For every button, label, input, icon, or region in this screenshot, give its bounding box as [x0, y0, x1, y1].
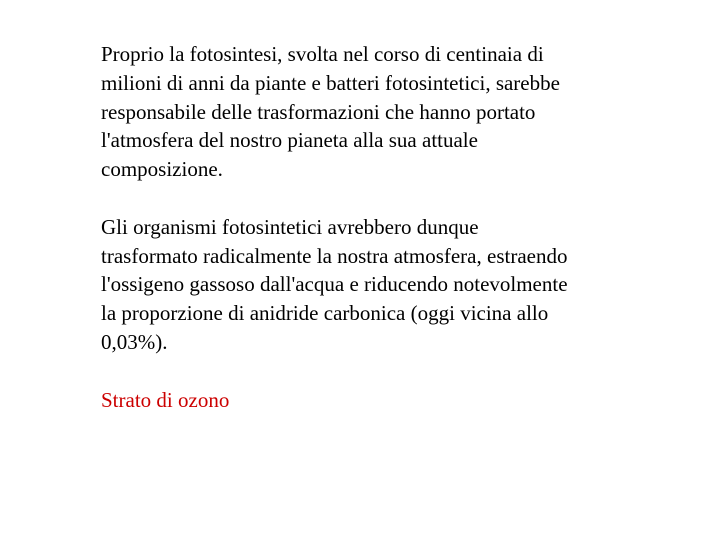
text-line: Gli organismi fotosintetici avrebbero dunque [101, 214, 479, 239]
slide-text-block [101, 40, 661, 414]
paragraph-photosynthesis [101, 40, 661, 184]
text-line: trasformato radicalmente la nostra atmosfera, estraendo [101, 243, 568, 268]
text-line: l'atmosfera del nostro pianeta alla sua attuale [101, 128, 478, 153]
text-line: la proporzione di anidride carbonica (oggi vicina allo [101, 301, 549, 326]
text-line: 0,03%). [101, 329, 168, 354]
text-line: l'ossigeno gassoso dall'acqua e riducendo notevolmente [101, 272, 568, 297]
text-line: responsabile delle trasformazioni che hanno portato [101, 99, 536, 124]
text-line: composizione. [101, 157, 223, 182]
paragraph-atmosphere [101, 213, 661, 357]
text-line: Proprio la fotosintesi, svolta nel corso di centinaia di [101, 42, 544, 66]
text-line: milioni di anni da piante e batteri fotosintetici, sarebbe [101, 70, 560, 95]
ozone-layer-link[interactable]: Strato di ozono [101, 387, 230, 412]
